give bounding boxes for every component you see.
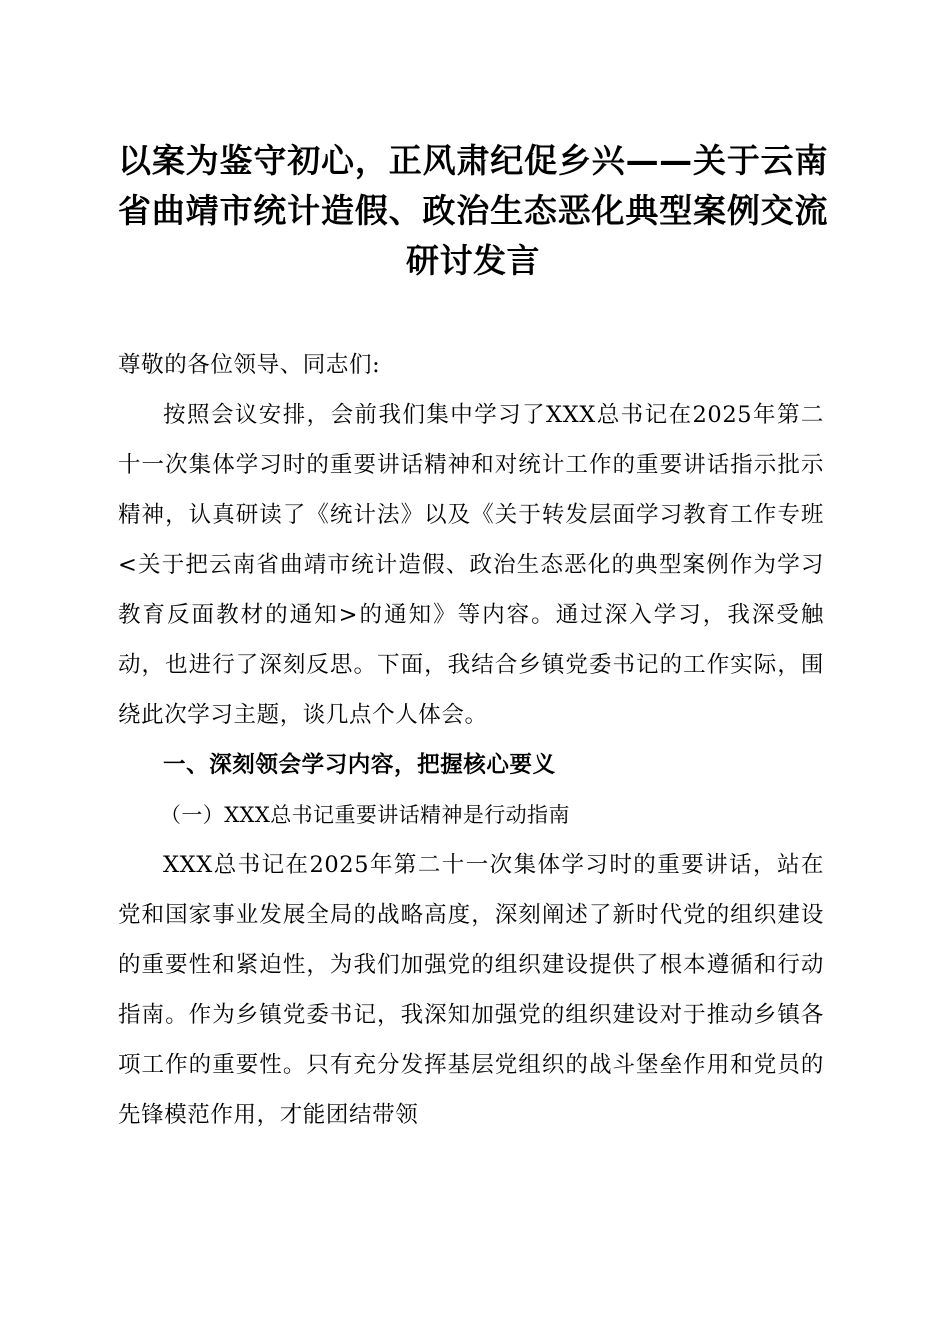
subsection-heading-1: （一）XXX总书记重要讲话精神是行动指南: [160, 803, 570, 827]
salutation: 尊敬的各位领导、同志们:: [118, 352, 381, 378]
subsection-paragraph-1: XXX总书记在2025年第二十一次集体学习时的重要讲话，站在党和国家事业发展全局的战略高度，深刻阐述了新时代党的组织建设的重要性和紧迫性，为我们加强党的组织建设提供了根本遵循和行动指南。作为乡镇党委书记，我深知加强党的组织建设对于推动乡镇各项工作的重要性。只有充分发挥基层党组织的战斗堡垒作用和党员的先锋模范作用，才能团结带领: [118, 852, 824, 1128]
document-title: 以案为鉴守初心，正风肃纪促乡兴——关于云南省曲靖市统计造假、政治生态恶化典型案例交流研讨发言: [118, 141, 828, 280]
section-heading-1: 一、深刻领会学习内容，把握核心要义: [163, 752, 556, 778]
document-body: [118, 340, 824, 1140]
intro-paragraph: 按照会议安排，会前我们集中学习了XXX总书记在2025年第二十一次集体学习时的重要讲话精神和对统计工作的重要讲话指示批示精神，认真研读了《统计法》以及《关于转发层面学习教育工作专班<关于把云南省曲靖市统计造假、政治生态恶化的典型案例作为学习教育反面教材的通知>的通知》等内容。通过深入学习，我深受触动，也进行了深刻反思。下面，我结合乡镇党委书记的工作实际，围绕此次学习主题，谈几点个人体会。: [118, 402, 824, 728]
